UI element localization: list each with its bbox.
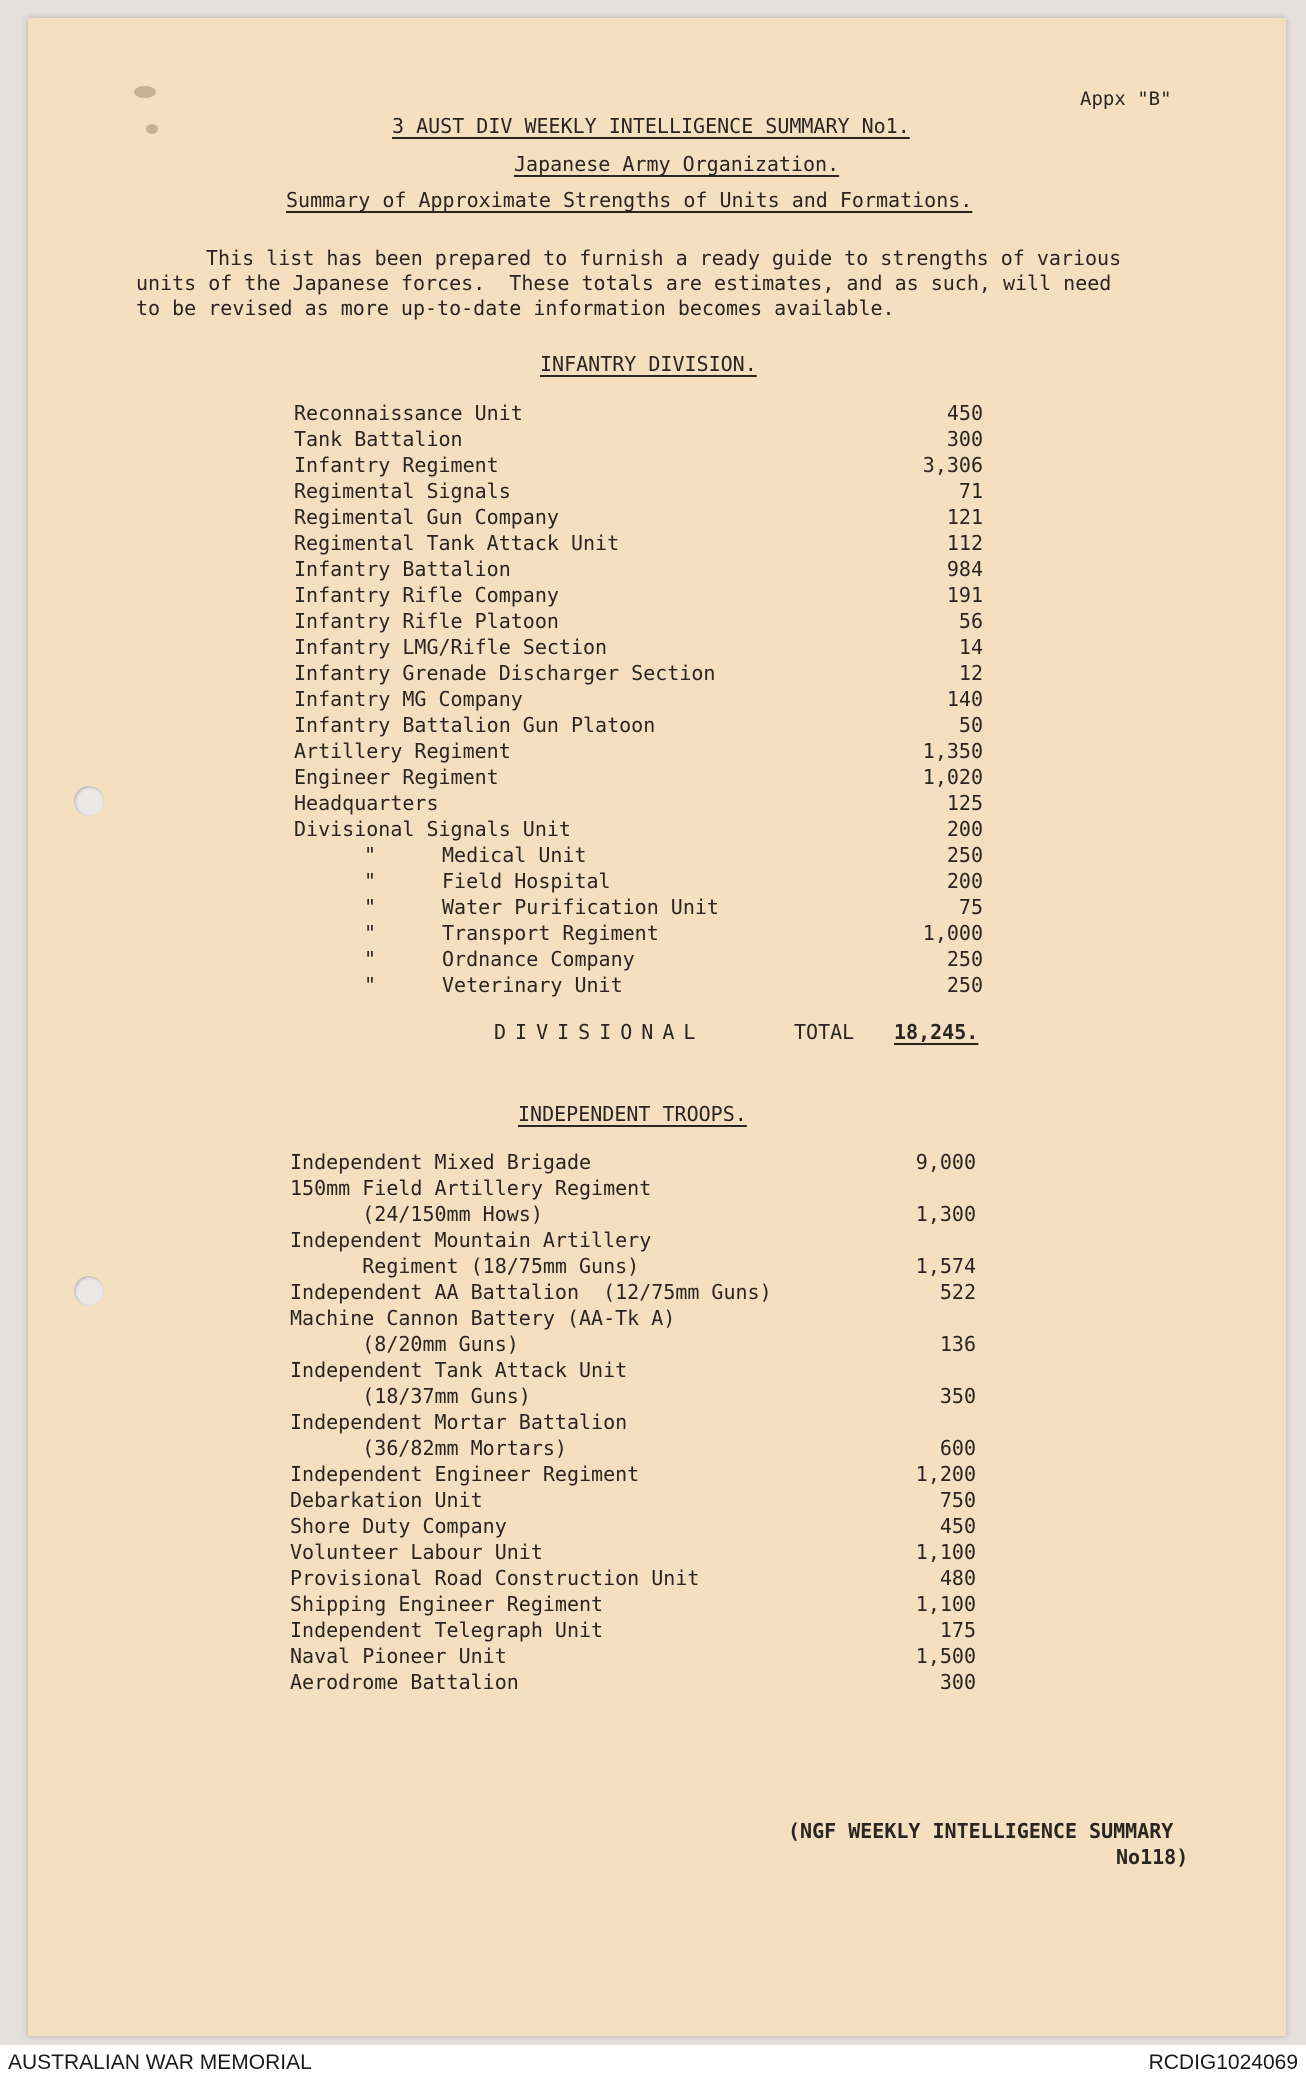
table-row [28,713,1286,739]
ditto-mark: " [364,843,377,867]
table-row [28,1644,1286,1670]
unit-strength: 200 [946,817,983,841]
ditto-mark: " [364,973,377,997]
unit-name: Field Hospital [442,869,611,893]
table-row [28,1254,1286,1280]
unit-name: Transport Regiment [442,921,659,945]
table-row [28,947,1286,973]
unit-name: Shipping Engineer Regiment [290,1592,604,1616]
table-row [28,1176,1286,1202]
ink-smudge [134,86,156,98]
table-row [28,895,1286,921]
intro-line: to be revised as more up-to-date information becomes available. [136,296,895,320]
unit-strength: 1,350 [922,739,983,763]
unit-name: Infantry Battalion Gun Platoon [294,713,656,737]
table-row [28,973,1286,999]
unit-name: (8/20mm Guns) [290,1332,519,1356]
unit-name: 150mm Field Artillery Regiment [290,1176,652,1200]
unit-strength: 300 [946,427,983,451]
unit-name: Infantry Rifle Company [294,583,559,607]
table-row [28,1306,1286,1332]
table-row [28,1228,1286,1254]
unit-name: Shore Duty Company [290,1514,507,1538]
unit-name: (18/37mm Guns) [290,1384,531,1408]
unit-name: Infantry Rifle Platoon [294,609,559,633]
unit-name: Volunteer Labour Unit [290,1540,543,1564]
unit-name: (36/82mm Mortars) [290,1436,567,1460]
table-row [28,1150,1286,1176]
unit-name: Reconnaissance Unit [294,401,523,425]
unit-strength: 750 [939,1488,976,1512]
divisional-total-label: DIVISIONAL [494,1020,705,1044]
unit-strength: 56 [958,609,983,633]
unit-name: Independent Mountain Artillery [290,1228,652,1252]
unit-strength: 200 [946,869,983,893]
table-row [28,791,1286,817]
unit-strength: 50 [958,713,983,737]
table-row [28,427,1286,453]
footer-record-id: RCDIG1024069 [1148,2051,1298,2074]
unit-name: Infantry MG Company [294,687,523,711]
unit-name: Artillery Regiment [294,739,511,763]
table-row [28,1358,1286,1384]
table-row [28,557,1286,583]
unit-name: Regiment (18/75mm Guns) [290,1254,640,1278]
unit-name: (24/150mm Hows) [290,1202,543,1226]
unit-strength: 984 [946,557,983,581]
unit-strength: 250 [946,843,983,867]
unit-name: Regimental Tank Attack Unit [294,531,620,555]
section-title-independent-troops: INDEPENDENT TROOPS. [518,1102,747,1126]
unit-name: Naval Pioneer Unit [290,1644,507,1668]
unit-name: Medical Unit [442,843,587,867]
unit-name: Debarkation Unit [290,1488,483,1512]
table-row [28,1384,1286,1410]
table-row [28,609,1286,635]
unit-name: Infantry LMG/Rifle Section [294,635,608,659]
unit-strength: 1,100 [915,1540,976,1564]
unit-strength: 450 [939,1514,976,1538]
unit-strength: 12 [958,661,983,685]
table-row [28,479,1286,505]
source-citation [788,1818,1188,1870]
unit-name: Ordnance Company [442,947,635,971]
intro-line: units of the Japanese forces. These totals are estimates, and as such, will need [136,271,1112,295]
unit-strength: 250 [946,973,983,997]
unit-strength: 75 [958,895,983,919]
table-row [28,1566,1286,1592]
unit-name: Machine Cannon Battery (AA-Tk A) [290,1306,676,1330]
divisional-total [494,1020,979,1044]
unit-strength: 136 [939,1332,976,1356]
table-row [28,817,1286,843]
unit-strength: 125 [946,791,983,815]
unit-strength: 600 [939,1436,976,1460]
table-row [28,739,1286,765]
unit-name: Water Purification Unit [442,895,719,919]
unit-name: Divisional Signals Unit [294,817,571,841]
table-row [28,401,1286,427]
unit-strength: 1,574 [915,1254,976,1278]
unit-name: Provisional Road Construction Unit [290,1566,700,1590]
unit-name: Infantry Grenade Discharger Section [294,661,716,685]
intro-paragraph [136,246,1266,321]
unit-strength: 1,500 [915,1644,976,1668]
ditto-mark: " [364,921,377,945]
unit-name: Tank Battalion [294,427,463,451]
table-row [28,1488,1286,1514]
appendix-label: Appx "B" [1080,88,1172,110]
table-row [28,765,1286,791]
table-row [28,843,1286,869]
total-value: 18,245. [894,1020,979,1044]
unit-name: Headquarters [294,791,439,815]
unit-name: Independent Engineer Regiment [290,1462,640,1486]
unit-strength: 1,000 [922,921,983,945]
table-row [28,921,1286,947]
unit-strength: 350 [939,1384,976,1408]
source-line: (NGF WEEKLY INTELLIGENCE SUMMARY [788,1819,1174,1843]
table-row [28,531,1286,557]
unit-strength: 14 [958,635,983,659]
table-row [28,635,1286,661]
unit-strength: 9,000 [915,1150,976,1174]
unit-strength: 3,306 [922,453,983,477]
intro-line: This list has been prepared to furnish a ready guide to strengths of various [206,246,1122,270]
unit-name: Regimental Signals [294,479,511,503]
unit-name: Independent Mortar Battalion [290,1410,628,1434]
unit-strength: 522 [939,1280,976,1304]
source-line: No118) [1116,1845,1189,1869]
document-title: 3 AUST DIV WEEKLY INTELLIGENCE SUMMARY No1. [392,114,910,138]
unit-strength: 1,020 [922,765,983,789]
unit-strength: 112 [946,531,983,555]
ditto-mark: " [364,895,377,919]
table-row [28,1410,1286,1436]
table-row [28,453,1286,479]
table-row [28,1436,1286,1462]
unit-strength: 300 [939,1670,976,1694]
unit-name: Independent Telegraph Unit [290,1618,604,1642]
unit-name: Infantry Regiment [294,453,499,477]
unit-name: Veterinary Unit [442,973,623,997]
ditto-mark: " [364,869,377,893]
unit-name: Independent Mixed Brigade [290,1150,592,1174]
unit-name: Independent Tank Attack Unit [290,1358,628,1382]
unit-name: Infantry Battalion [294,557,511,581]
table-row [28,583,1286,609]
table-row [28,869,1286,895]
document-subtitle: Japanese Army Organization. [514,152,840,176]
unit-name: Engineer Regiment [294,765,499,789]
unit-strength: 71 [958,479,983,503]
unit-strength: 250 [946,947,983,971]
unit-name: Independent AA Battalion (12/75mm Guns) [290,1280,772,1304]
unit-strength: 121 [946,505,983,529]
table-row [28,687,1286,713]
table-row [28,1592,1286,1618]
unit-strength: 1,300 [915,1202,976,1226]
table-row [28,1540,1286,1566]
document-page [28,18,1286,2036]
table-row [28,1670,1286,1696]
unit-strength: 1,200 [915,1462,976,1486]
table-row [28,1332,1286,1358]
ink-smudge [146,124,158,134]
table-row [28,1462,1286,1488]
unit-name: Regimental Gun Company [294,505,559,529]
unit-strength: 450 [946,401,983,425]
table-row [28,1202,1286,1228]
unit-strength: 1,100 [915,1592,976,1616]
table-row [28,661,1286,687]
summary-title: Summary of Approximate Strengths of Units and Formations. [286,188,973,212]
table-row [28,505,1286,531]
section-title-infantry-division: INFANTRY DIVISION. [540,352,757,376]
footer-credit: AUSTRALIAN WAR MEMORIAL [8,2051,312,2074]
table-row [28,1514,1286,1540]
unit-strength: 140 [946,687,983,711]
unit-name: Aerodrome Battalion [290,1670,519,1694]
total-word: TOTAL [794,1020,855,1044]
table-row [28,1618,1286,1644]
unit-strength: 191 [946,583,983,607]
unit-strength: 480 [939,1566,976,1590]
unit-strength: 175 [939,1618,976,1642]
ditto-mark: " [364,947,377,971]
table-row [28,1280,1286,1306]
